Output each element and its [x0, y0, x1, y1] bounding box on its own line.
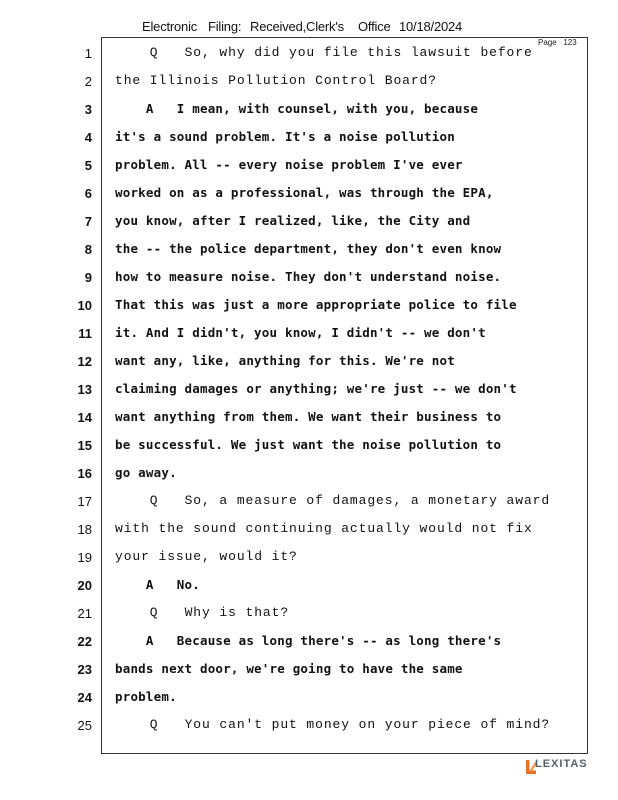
- line-number: 24: [77, 690, 92, 705]
- transcript-line: [0, 572, 618, 600]
- line-text: your issue, would it?: [115, 549, 298, 564]
- line-text: worked on as a professional, was through the EPA,: [115, 185, 494, 200]
- page-number-value: 123: [563, 38, 577, 47]
- lexitas-logo-text: LEXITAS: [535, 758, 588, 770]
- line-text: claiming damages or anything; we're just -- we don't: [115, 381, 517, 396]
- line-number: 2: [84, 74, 92, 89]
- line-number: 9: [84, 270, 92, 285]
- line-text: go away.: [115, 465, 177, 480]
- filing-stamp-date: 10/18/2024: [399, 19, 463, 34]
- line-text: Q So, why did you file this lawsuit before: [115, 45, 533, 60]
- line-text: Q Why is that?: [115, 605, 290, 620]
- transcript-line: [0, 516, 618, 544]
- transcript-line: [0, 292, 618, 320]
- line-text: problem. All -- every noise problem I've ever: [115, 157, 463, 172]
- line-number: 16: [77, 466, 92, 481]
- line-number: 8: [84, 242, 92, 257]
- line-text: the Illinois Pollution Control Board?: [115, 73, 437, 88]
- filing-stamp-word-electronic: Electronic: [142, 19, 198, 34]
- line-number: 1: [84, 46, 92, 61]
- transcript-line: [0, 712, 618, 740]
- transcript-line: [0, 236, 618, 264]
- line-number: 13: [77, 382, 92, 397]
- line-number: 7: [84, 214, 92, 229]
- line-number: 4: [84, 130, 92, 145]
- line-number: 14: [77, 410, 92, 425]
- line-text: Q You can't put money on your piece of mind?: [115, 717, 551, 732]
- line-text: how to measure noise. They don't understand noise.: [115, 269, 502, 284]
- filing-stamp-word-filing: Filing:: [208, 19, 242, 34]
- line-number: 10: [77, 298, 92, 313]
- line-number: 23: [77, 662, 92, 677]
- transcript-line: [0, 124, 618, 152]
- transcript-line: [0, 40, 618, 68]
- transcript-line: [0, 180, 618, 208]
- transcript-line: [0, 628, 618, 656]
- line-number: 25: [77, 718, 92, 733]
- transcript-line: [0, 460, 618, 488]
- line-text: A I mean, with counsel, with you, because: [115, 101, 479, 116]
- transcript-line: [0, 68, 618, 96]
- line-number: 6: [84, 186, 92, 201]
- line-number: 5: [84, 158, 92, 173]
- transcript-line: [0, 348, 618, 376]
- line-text: it. And I didn't, you know, I didn't -- we don't: [115, 325, 486, 340]
- transcript-line: [0, 432, 618, 460]
- line-text: want anything from them. We want their business to: [115, 409, 502, 424]
- transcript-line: [0, 208, 618, 236]
- transcript-line: [0, 264, 618, 292]
- filing-stamp-word-received: Received,Clerk's: [250, 19, 344, 34]
- line-number: 3: [84, 102, 92, 117]
- filing-stamp-word-office: Office: [358, 19, 391, 34]
- line-number: 11: [78, 326, 92, 341]
- transcript-line: [0, 656, 618, 684]
- transcript-line: [0, 152, 618, 180]
- line-number: 20: [77, 578, 92, 593]
- line-text: bands next door, we're going to have the same: [115, 661, 463, 676]
- transcript-line: [0, 544, 618, 572]
- line-number: 22: [77, 634, 92, 649]
- line-text: A Because as long there's -- as long there's: [115, 633, 502, 648]
- transcript-line: [0, 684, 618, 712]
- line-text: That this was just a more appropriate police to file: [115, 297, 517, 312]
- line-text: Q So, a measure of damages, a monetary award: [115, 493, 551, 508]
- line-text: you know, after I realized, like, the City and: [115, 213, 471, 228]
- line-text: the -- the police department, they don't even know: [115, 241, 502, 256]
- line-number: 18: [77, 522, 92, 537]
- transcript-line: [0, 376, 618, 404]
- line-text: A No.: [115, 577, 200, 592]
- line-text: be successful. We just want the noise pollution to: [115, 437, 502, 452]
- line-text: it's a sound problem. It's a noise pollution: [115, 129, 455, 144]
- line-number: 21: [77, 606, 92, 621]
- transcript-line: [0, 320, 618, 348]
- line-number: 19: [77, 550, 92, 565]
- line-number: 17: [77, 494, 92, 509]
- line-number: 15: [77, 438, 92, 453]
- transcript-line: [0, 404, 618, 432]
- line-text: want any, like, anything for this. We're not: [115, 353, 455, 368]
- line-text: with the sound continuing actually would not fix: [115, 521, 533, 536]
- line-text: problem.: [115, 689, 177, 704]
- transcript-line: [0, 488, 618, 516]
- page-label: Page: [538, 38, 557, 47]
- transcript-line: [0, 600, 618, 628]
- line-number: 12: [77, 354, 92, 369]
- transcript-line: [0, 96, 618, 124]
